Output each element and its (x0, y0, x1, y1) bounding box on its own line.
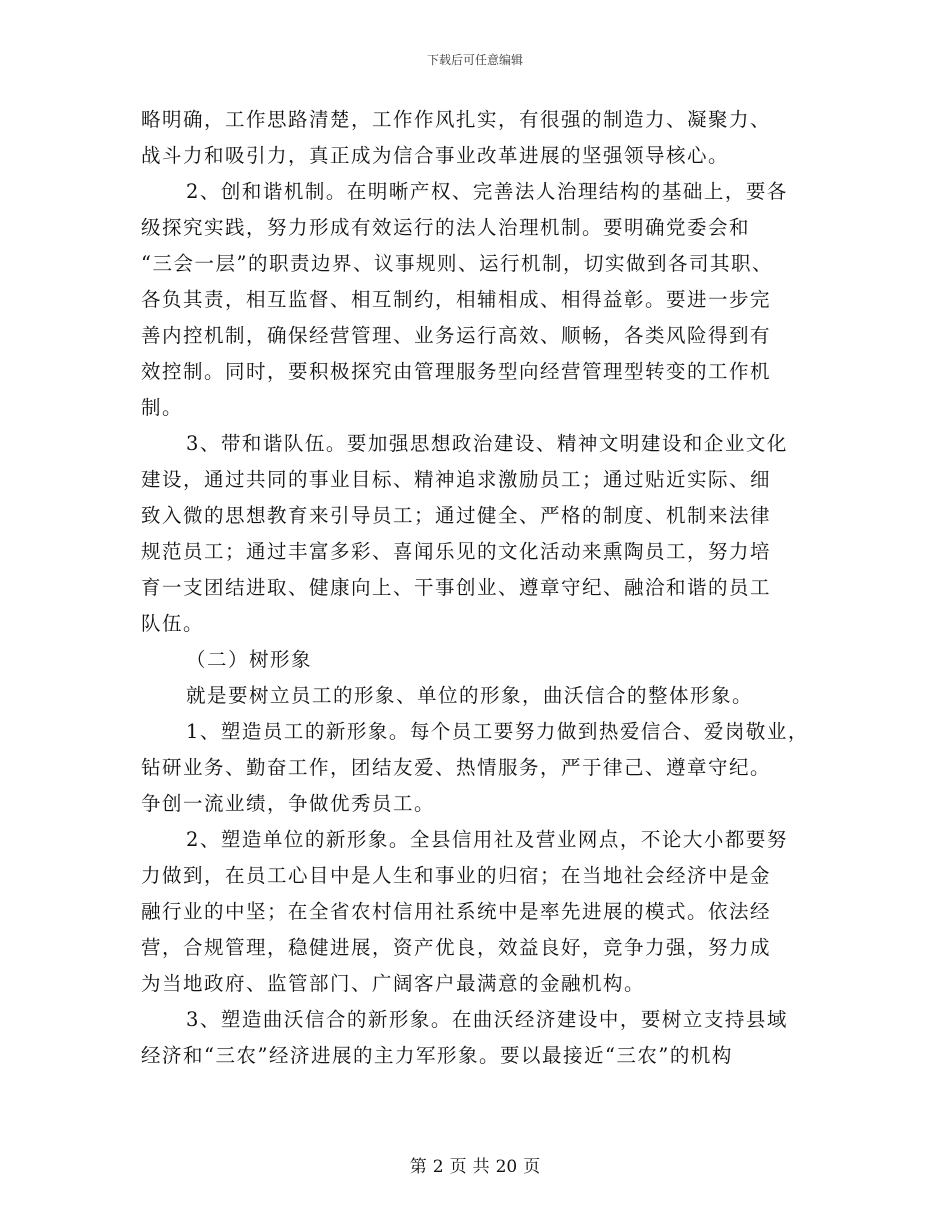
total-page-count: 20 (495, 1157, 518, 1177)
paragraph-start-line: 1、塑造员工的新形象。每个员工要努力做到热爱信合、爱岗敬业， (186, 720, 809, 743)
text-line: 级探究实践，努力形成有效运行的法人治理机制。要明确党委会和 (141, 216, 751, 239)
text-line: “三会一层”的职责边界、议事规则、运行机制，切实做到各司其职、 (141, 252, 773, 275)
text-line: 融行业的中坚；在全省农村信用社系统中是率先进展的模式。依法经 (141, 900, 772, 923)
text-line: 效控制。同时，要积极探究由管理服务型向经营管理型转变的工作机 (141, 360, 772, 383)
paragraph-start-line: 3、带和谐队伍。要加强思想政治建设、精神文明建设和企业文化 (186, 432, 788, 455)
text-line: 营，合规管理，稳健进展，资产优良，效益良好，竞争力强，努力成 (141, 936, 772, 959)
paragraph-start-line: 3、塑造曲沃信合的新形象。在曲沃经济建设中，要树立支持县域 (186, 1008, 788, 1031)
paragraph-start-line: 2、创和谐机制。在明晰产权、完善法人治理结构的基础上，要各 (186, 180, 788, 203)
footer-total-word: 共 (472, 1157, 490, 1177)
text-line: 力做到，在员工心目中是人生和事业的归宿；在当地社会经济中是金 (141, 864, 772, 887)
text-line: 规范员工；通过丰富多彩、喜闻乐见的文化活动来熏陶员工，努力培 (141, 540, 772, 563)
text-line: 队伍。 (141, 612, 205, 635)
text-line: 建设，通过共同的事业目标、精神追求激励员工；通过贴近实际、细 (141, 468, 772, 491)
page-footer (0, 1156, 950, 1178)
paragraph-start-line: 2、塑造单位的新形象。全县信用社及营业网点，不论大小都要努 (186, 828, 788, 851)
footer-page-word: 页 (449, 1157, 467, 1177)
text-line: 经济和“三农”经济进展的主力军形象。要以最接近“三农”的机构 (141, 1044, 733, 1067)
footer-prefix: 第 (409, 1157, 427, 1177)
text-line: 致入微的思想教育来引导员工；通过健全、严格的制度、机制来法律 (141, 504, 772, 527)
footer-suffix: 页 (523, 1157, 541, 1177)
text-line: 各负其责，相互监督、相互制约，相辅相成、相得益彰。要进一步完 (141, 288, 772, 311)
text-line: 为当地政府、监管部门、广阔客户最满意的金融机构。 (141, 972, 646, 995)
text-line: 制。 (141, 396, 184, 419)
paragraph-start-line: 就是要树立员工的形象、单位的形象，曲沃信合的整体形象。 (186, 684, 754, 707)
text-line: 钻研业务、勤奋工作，团结友爱、热情服务，严于律己、遵章守纪。 (141, 756, 772, 779)
text-line: 育一支团结进取、健康向上、干事创业、遵章守纪、融洽和谐的员工 (141, 576, 772, 599)
current-page-number: 2 (432, 1157, 444, 1177)
section-heading: （二）树形象 (186, 648, 313, 671)
page-header-note: 下载后可任意编辑 (426, 53, 523, 67)
text-line: 战斗力和吸引力，真正成为信合事业改革进展的坚强领导核心。 (141, 144, 730, 167)
text-line: 争创一流业绩，争做优秀员工。 (141, 792, 436, 815)
text-line: 略明确，工作思路清楚，工作作风扎实，有很强的制造力、凝聚力、 (141, 108, 772, 131)
text-line: 善内控机制，确保经营管理、业务运行高效、顺畅，各类风险得到有 (141, 324, 772, 347)
